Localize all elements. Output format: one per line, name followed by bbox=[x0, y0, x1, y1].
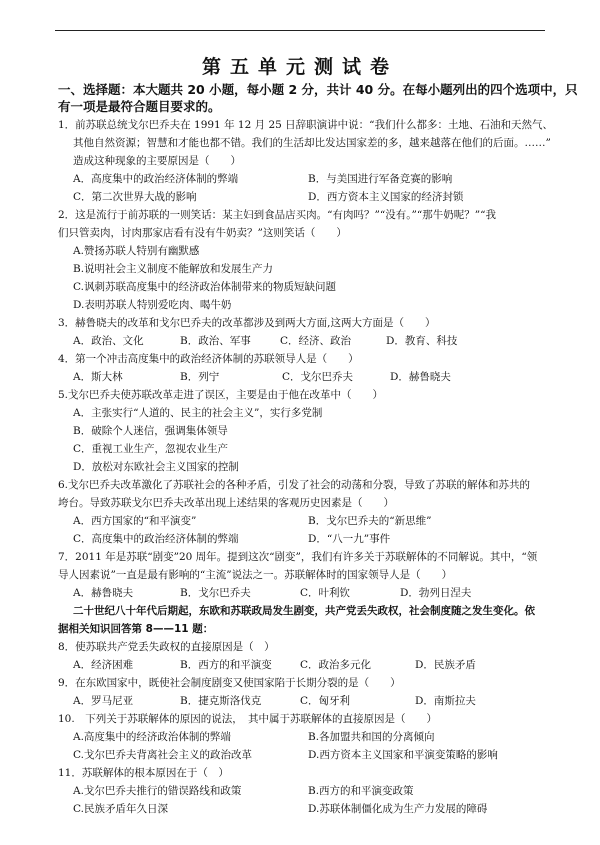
q4-option-c: C．戈尔巴乔夫 bbox=[282, 371, 354, 383]
q7-stem-line2: 导人因素说”一直是最有影响的“主流”说法之一。苏联解体时的国家领导人是（ ） bbox=[58, 569, 453, 581]
q8-option-d: D．民族矛盾 bbox=[415, 659, 476, 671]
q1-stem-line2: 其他自然资源；智慧和才能也都不错。我们的生活却比发达国家差的多，越来越落在他们的后面。……” bbox=[73, 137, 551, 149]
q3-option-c: C．经济、政治 bbox=[280, 335, 352, 347]
q2-stem-line2: 们只管卖肉，讨肉那家店看有没有牛奶卖？”这则笑话（ ） bbox=[58, 227, 347, 239]
q5-option-d: D．放松对东欧社会主义国家的控制 bbox=[73, 461, 239, 473]
q6-option-a: A．西方国家的“和平演变” bbox=[73, 515, 197, 527]
q11-option-d: D.苏联体制僵化成为生产力发展的障碍 bbox=[308, 803, 488, 815]
q5-option-c: C．重视工业生产，忽视农业生产 bbox=[73, 443, 229, 455]
q9-option-a: A．罗马尼亚 bbox=[73, 695, 134, 707]
q4-option-d: D．赫鲁晓夫 bbox=[390, 371, 451, 383]
q6-stem-line2: 垮台。导致苏联戈尔巴乔夫改革出现上述结果的客观历史因素是（ ） bbox=[58, 497, 394, 509]
q9-option-c: C．匈牙利 bbox=[300, 695, 351, 707]
q3-option-b: B．政治、军事 bbox=[180, 335, 251, 347]
q8-option-c: C．政治多元化 bbox=[300, 659, 372, 671]
q10-option-c: C.戈尔巴乔夫背离社会主义的政治改革 bbox=[73, 749, 252, 761]
q2-option-b: B.说明社会主义制度不能解放和发展生产力 bbox=[73, 263, 274, 275]
q5-option-a: A．主张实行“人道的、民主的社会主义”，实行多党制 bbox=[73, 407, 323, 419]
q11-stem: 11．苏联解体的根本原因在于（ ） bbox=[58, 767, 229, 779]
q10-option-a: A.高度集中的经济政治体制的弊端 bbox=[73, 731, 231, 743]
material-line2: 据相关知识回答第 8——11 题： bbox=[58, 623, 214, 635]
q1-option-d: D．西方资本主义国家的经济封锁 bbox=[308, 191, 464, 203]
q1-option-b: B．与美国进行军备竞赛的影响 bbox=[308, 173, 453, 185]
q9-stem: 9．在东欧国家中，既使社会制度剧变又使国家陷于长期分裂的是（ ） bbox=[58, 677, 401, 689]
header-rule bbox=[55, 30, 545, 31]
q9-option-b: B．捷克斯洛伐克 bbox=[180, 695, 262, 707]
q2-option-c: C.讽刺苏联高度集中的经济政治体制带来的物质短缺问题 bbox=[73, 281, 336, 293]
q1-option-a: A．高度集中的政治经济体制的弊端 bbox=[73, 173, 239, 185]
q11-option-a: A.戈尔巴乔夫推行的错误路线和政策 bbox=[73, 785, 242, 797]
q6-option-d: D．“八一九”事件 bbox=[308, 533, 391, 545]
q8-option-b: B．西方的和平演变 bbox=[180, 659, 272, 671]
q10-option-d: D.西方资本主义国家和平演变策略的影响 bbox=[308, 749, 498, 761]
q5-option-b: B．破除个人迷信，强调集体领导 bbox=[73, 425, 228, 437]
q7-option-b: B．戈尔巴乔夫 bbox=[180, 587, 251, 599]
q3-option-d: D．教育、科技 bbox=[386, 335, 458, 347]
q6-option-b: B．戈尔巴乔夫的“新思维” bbox=[308, 515, 432, 527]
q2-stem-line1: 2．这是流行于前苏联的一则笑话：某主妇到食品店买肉。“有肉吗？”“没有。”“那牛奶呢？”“我 bbox=[58, 209, 497, 221]
q9-option-d: D．南斯拉夫 bbox=[415, 695, 476, 707]
q2-option-a: A.赞扬苏联人特别有幽默感 bbox=[73, 245, 200, 257]
material-line1: 二十世纪八十年代后期起，东欧和苏联政局发生剧变，共产党丢失政权，社会制度随之发生变化。依 bbox=[73, 605, 535, 617]
section-instructions-line1: 一、选择题：本大题共 20 小题，每小题 2 分，共计 40 分。在每小题列出的四个选项中，只 bbox=[58, 82, 578, 97]
q4-option-a: A．斯大林 bbox=[73, 371, 123, 383]
q7-option-a: A．赫鲁晓夫 bbox=[73, 587, 134, 599]
q1-option-c: C．第二次世界大战的影响 bbox=[73, 191, 197, 203]
q4-stem: 4．第一个冲击高度集中的政治经济体制的苏联领导人是（ ） bbox=[58, 353, 359, 365]
page-title: 第五单元测试卷 bbox=[201, 56, 398, 78]
q4-option-b: B．列宁 bbox=[180, 371, 220, 383]
q8-stem: 8．使苏联共产党丢失政权的直接原因是（ ） bbox=[58, 641, 275, 653]
q11-option-b: B.西方的和平演变政策 bbox=[308, 785, 414, 797]
q10-option-b: B.各加盟共和国的分离倾向 bbox=[308, 731, 435, 743]
q3-stem: 3．赫鲁晓夫的改革和戈尔巴乔夫的改革都涉及到两大方面,这两大方面是（ ） bbox=[58, 317, 436, 329]
q1-stem-line3: 造成这种现象的主要原因是（ ） bbox=[73, 155, 241, 167]
section-instructions-line2: 有一项是最符合题目要求的。 bbox=[58, 99, 221, 114]
q6-stem-line1: 6.戈尔巴乔夫改革激化了苏联社会的各种矛盾，引发了社会的动荡和分裂，导致了苏联的解体和苏共的 bbox=[58, 479, 531, 491]
q6-option-c: C．高度集中的政治经济体制的弊端 bbox=[73, 533, 239, 545]
q7-option-d: D．勃列日涅夫 bbox=[400, 587, 472, 599]
q8-option-a: A．经济困难 bbox=[73, 659, 134, 671]
q10-stem: 10. 下列关于苏联解体的原因的说法， 其中属于苏联解体的直接原因是（ ） bbox=[58, 713, 437, 725]
q1-stem-line1: 1．前苏联总统戈尔巴乔夫在 1991 年 12 月 25 日辞职演讲中说：“我们什么都多：土地、石油和天然气、 bbox=[58, 119, 554, 131]
q5-stem: 5.戈尔巴乔夫使苏联改革走进了误区，主要是由于他在改革中（ ） bbox=[58, 389, 384, 401]
q2-option-d: D.表明苏联人特别爱吃肉、喝牛奶 bbox=[73, 299, 232, 311]
q7-option-c: C．叶利钦 bbox=[300, 587, 351, 599]
q11-option-c: C.民族矛盾年久日深 bbox=[73, 803, 168, 815]
q3-option-a: A．政治、文化 bbox=[73, 335, 144, 347]
q7-stem-line1: 7．2011 年是苏联“剧变”20 周年。提到这次“剧变”，我们有许多关于苏联解体的不同解说。其中，“领 bbox=[58, 551, 538, 563]
